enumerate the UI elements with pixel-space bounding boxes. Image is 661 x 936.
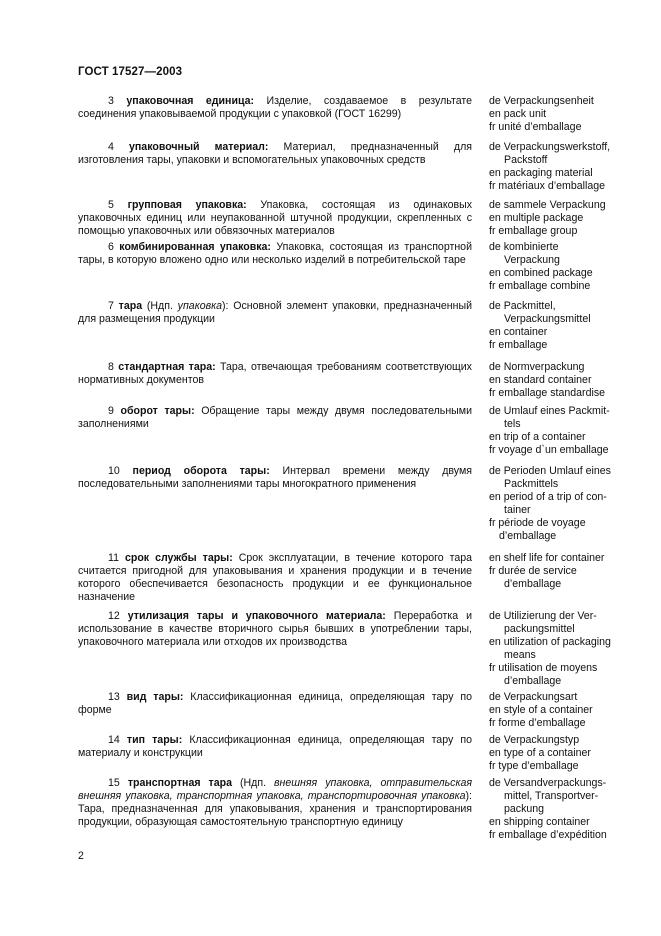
equivalent-en: en multiple package — [489, 212, 584, 224]
equivalent-fr: fr emballage standardise — [489, 387, 606, 399]
equivalent-fr: fr utilisation de moyens — [489, 662, 598, 674]
equivalent-en: en utilization of packaging — [489, 636, 611, 648]
term-number: 6 — [108, 241, 114, 253]
deprecated-prefix: (Ндп. — [142, 300, 178, 312]
term-definition: Упаковка, состоящая из транспортной тары, в которую вложено одно или несколько изделий в потребительской таре — [78, 241, 472, 266]
equivalent-fr: fr type d’emballage — [489, 760, 579, 772]
term-number: 4 — [108, 141, 114, 153]
term-name: вид тары: — [126, 691, 184, 703]
term-entry-5 — [78, 199, 472, 238]
term-equivalents-8 — [489, 361, 649, 400]
equivalent-fr: fr forme d’emballage — [489, 717, 586, 729]
equivalent-en-cont: tainer — [504, 504, 531, 516]
term-definition: Материал, предназначенный для изготовления тары, упаковки и вспомогательных упаковочных средств — [78, 141, 472, 166]
equivalent-de: de kombinierte — [489, 241, 559, 253]
equivalent-en: en packaging material — [489, 167, 593, 179]
equivalent-en: en shelf life for container — [489, 552, 605, 564]
term-equivalents-15 — [489, 777, 649, 842]
equivalent-de-cont: mittel, Transportver- — [504, 790, 599, 802]
term-definition: Классификационная единица, определяющая тару по материалу и конструкции — [78, 734, 472, 759]
equivalent-de-cont: Packstoff — [504, 154, 548, 166]
term-number: 9 — [108, 405, 114, 417]
equivalent-en-cont: means — [504, 649, 536, 661]
term-equivalents-5 — [489, 199, 649, 238]
term-definition: ): Основной элемент упаковки, предназначенный для размещения продукции — [78, 300, 472, 325]
equivalent-fr: fr emballage combine — [489, 280, 591, 292]
term-definition: Переработка и использование в качестве вторичного сырья бывших в употреблении тары, упаковочного материала или отходов их производства — [78, 610, 472, 648]
term-number: 7 — [108, 300, 114, 312]
equivalent-de-cont: packungsmittel — [504, 623, 575, 635]
term-entry-9 — [78, 405, 472, 431]
term-name: оборот тары: — [120, 405, 195, 417]
equivalent-fr: fr unité d’emballage — [489, 121, 582, 133]
term-equivalents-11 — [489, 552, 649, 591]
term-name: тара — [118, 300, 143, 312]
document-header: ГОСТ 17527—2003 — [78, 66, 183, 78]
term-number: 3 — [108, 95, 114, 107]
equivalent-de: de sammele Verpackung — [489, 199, 606, 211]
term-definition: Срок эксплуатации, в течение которого тара считается пригодной для упаковывания и хранения продукции и в течение которого обеспечивается безопасность продукции и ее функциональное назначение — [78, 552, 472, 603]
equivalent-en: en standard container — [489, 374, 592, 386]
equivalent-de: de Verpackungswerkstoff, — [489, 141, 611, 153]
equivalent-de-cont: Verpackung — [504, 254, 560, 266]
term-name: период оборота тары: — [132, 465, 270, 477]
equivalent-de: de Utilizierung der Ver- — [489, 610, 597, 622]
term-definition: Интервал времени между двумя последовательными заполнениями тары многократного применения — [78, 465, 472, 490]
term-equivalents-9 — [489, 405, 649, 457]
term-name: транспортная тара — [127, 777, 232, 789]
equivalent-en: en shipping container — [489, 816, 590, 828]
equivalent-fr: fr durée de service — [489, 565, 577, 577]
term-entry-13 — [78, 691, 472, 717]
equivalent-en: en style of a container — [489, 704, 593, 716]
term-equivalents-4 — [489, 141, 649, 193]
term-number: 8 — [108, 361, 114, 373]
page-number: 2 — [78, 850, 84, 862]
term-equivalents-13 — [489, 691, 649, 730]
equivalent-de: de Verpackungsenheit — [489, 95, 594, 107]
deprecated-prefix: (Ндп. — [231, 777, 275, 789]
equivalent-de-cont: tels — [504, 418, 521, 430]
equivalent-fr: fr emballage d’expédition — [489, 829, 607, 841]
equivalent-fr: fr emballage group — [489, 225, 578, 237]
term-number: 14 — [108, 734, 120, 746]
term-number: 13 — [108, 691, 120, 703]
equivalent-fr: fr matériaux d’emballage — [489, 180, 605, 192]
equivalent-fr: fr période de voyage — [489, 517, 586, 529]
term-equivalents-10 — [489, 465, 649, 543]
term-entry-6 — [78, 241, 472, 267]
equivalent-en: en pack unit — [489, 108, 547, 120]
term-entry-4 — [78, 141, 472, 167]
term-number: 12 — [108, 610, 120, 622]
term-name: срок службы тары: — [124, 552, 233, 564]
equivalent-fr-cont: d’emballage — [499, 530, 557, 542]
term-equivalents-12 — [489, 610, 649, 688]
term-number: 11 — [108, 552, 119, 564]
term-definition: ): Тара, предназначенная для упаковывания, хранения и транспортирования продукции, образующая самостоятельную транспортную единицу — [78, 790, 472, 828]
term-number: 15 — [108, 777, 120, 789]
equivalent-de-cont: packung — [504, 803, 545, 815]
equivalent-de: de Normverpackung — [489, 361, 585, 373]
equivalent-de: de Verpackungstyp — [489, 734, 580, 746]
term-entry-15 — [78, 777, 472, 829]
term-equivalents-7 — [489, 300, 649, 352]
equivalent-fr: fr emballage — [489, 339, 548, 351]
deprecated-term: упаковка — [177, 300, 223, 312]
term-number: 10 — [108, 465, 120, 477]
term-definition: Тара, отвечающая требованиям соответствующих нормативных документов — [78, 361, 472, 386]
term-definition: Упаковка, состоящая из одинаковых упаковочных единиц или неупакованной штучной продукции, скрепленных с помощью упаковочных или обвязочных материалов — [78, 199, 472, 237]
equivalent-de: de Umlauf eines Packmit- — [489, 405, 610, 417]
term-definition: Обращение тары между двумя последовательными заполнениями — [78, 405, 472, 430]
term-entry-12 — [78, 610, 472, 649]
term-entry-11 — [78, 552, 472, 604]
term-definition: Классификационная единица, определяющая тару по форме — [78, 691, 472, 716]
term-equivalents-14 — [489, 734, 649, 773]
equivalent-de: de Verpackungsart — [489, 691, 578, 703]
equivalent-fr-cont: d’emballage — [504, 675, 562, 687]
term-number: 5 — [108, 199, 114, 211]
term-name: утилизация тары и упаковочного материала: — [127, 610, 386, 622]
equivalent-en: en period of a trip of con- — [489, 491, 607, 503]
equivalent-en: en trip of a container — [489, 431, 586, 443]
term-entry-10 — [78, 465, 472, 491]
equivalent-fr: fr voyage d`un emballage — [489, 444, 609, 456]
term-entry-8 — [78, 361, 472, 387]
term-entry-7 — [78, 300, 472, 326]
deprecated-term: внешняя упаковка, отправительская внешняя упаковка, транспортная упаковка, транспортировочная упаковка — [78, 777, 472, 802]
equivalent-en: en type of a container — [489, 747, 591, 759]
term-name: стандартная тара: — [118, 361, 216, 373]
equivalent-en: en combined package — [489, 267, 593, 279]
term-entry-3 — [78, 95, 472, 121]
term-equivalents-3 — [489, 95, 649, 134]
term-equivalents-6 — [489, 241, 649, 293]
term-name: комбинированная упаковка: — [119, 241, 271, 253]
equivalent-fr-cont: d’emballage — [504, 578, 562, 590]
term-definition: Изделие, создаваемое в результате соединения упаковываемой продукции с упаковкой (ГОСТ 16299) — [78, 95, 472, 120]
term-entry-14 — [78, 734, 472, 760]
term-name: тип тары: — [126, 734, 183, 746]
term-name: упаковочный материал: — [129, 141, 269, 153]
term-name: групповая упаковка: — [127, 199, 247, 211]
term-name: упаковочная единица: — [126, 95, 255, 107]
equivalent-de: de Perioden Umlauf eines — [489, 465, 611, 477]
equivalent-de: de Packmittel, — [489, 300, 556, 312]
equivalent-de-cont: Packmittels — [504, 478, 559, 490]
equivalent-de: de Versandverpackungs- — [489, 777, 607, 789]
equivalent-de-cont: Verpackungsmittel — [504, 313, 591, 325]
equivalent-en: en container — [489, 326, 548, 338]
